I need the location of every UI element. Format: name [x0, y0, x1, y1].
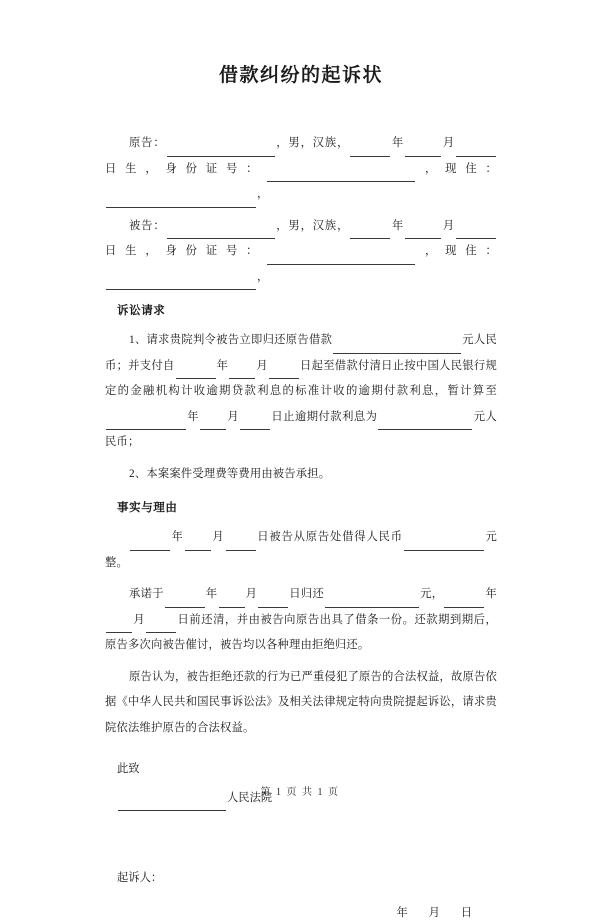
facts-month-label: 月 — [211, 531, 225, 543]
plaintiff-paragraph — [105, 131, 497, 208]
defendant-end-punct: ， — [257, 270, 269, 283]
plaintiff-birth-day-blank[interactable] — [456, 144, 496, 157]
facts-clear-month-blank[interactable] — [106, 620, 132, 633]
plaintiff-address-label: 现住： — [445, 162, 497, 175]
claim-1-month-label: 月 — [256, 359, 268, 372]
claim-1-end-day-blank[interactable] — [240, 417, 270, 430]
defendant-paragraph — [105, 214, 497, 291]
plaintiff-day-id-label: 日生，身份证号： — [105, 162, 267, 175]
facts-year-label-3: 年 — [485, 588, 498, 600]
signer-label: 起诉人： — [117, 872, 163, 884]
facts-section-heading: 事实与理由 — [117, 502, 178, 514]
claim-1-text-b: 元人民币；并支付自 — [105, 334, 497, 372]
page-title: 借款纠纷的起诉状 — [218, 65, 383, 86]
plaintiff-name-blank[interactable] — [167, 144, 275, 157]
plaintiff-id-number-blank[interactable] — [267, 169, 415, 182]
facts-paragraph-1 — [105, 525, 497, 576]
claims-section-heading: 诉讼请求 — [117, 305, 166, 317]
facts-loan-year-blank[interactable] — [130, 538, 170, 551]
defendant-day-id-label: 日生，身份证号： — [105, 245, 267, 257]
facts-repay-day-blank[interactable] — [258, 595, 288, 608]
facts-month-label-3: 月 — [133, 613, 146, 626]
closing-salutation: 此致 — [117, 763, 140, 775]
court-name-blank[interactable] — [118, 798, 226, 811]
plaintiff-role-label: 原告： — [129, 137, 166, 149]
facts-paragraph-2 — [105, 582, 497, 659]
court-suffix-label: 人民法院 — [227, 792, 273, 804]
claim-item-2: 2、本案案件受理费等费用由被告承担。 — [129, 467, 331, 480]
defendant-role-label: 被告： — [129, 219, 166, 232]
plaintiff-year-label: 年 — [391, 137, 405, 149]
facts-promise-label: 承诺于 — [129, 588, 164, 600]
facts-paragraph-3: 原告认为，被告拒绝还款的行为已严重侵犯了原告的合法权益，故原告依据《中华人民共和国民事诉讼法》及相关法律规定特向贵院提起诉讼，请求贵院依法维护原告的合法权益。 — [105, 670, 497, 734]
facts-loan-amount-blank[interactable] — [404, 538, 484, 551]
claim-1-start-month-blank[interactable] — [229, 366, 255, 379]
plaintiff-address-blank[interactable] — [106, 195, 256, 208]
claim-1-text-a: 1、请求贵院判令被告立即归还原告借款 — [129, 334, 333, 346]
plaintiff-birth-year-blank[interactable] — [350, 144, 390, 157]
claim-1-year-label-2: 年 — [187, 410, 200, 423]
defendant-birth-month-blank[interactable] — [405, 226, 441, 239]
facts-year-label-2: 年 — [205, 588, 218, 600]
defendant-address-blank[interactable] — [106, 277, 256, 290]
facts-loan-day-blank[interactable] — [226, 538, 256, 551]
claim-1-principal-blank[interactable] — [333, 341, 461, 354]
defendant-address-label: 现住： — [445, 245, 497, 257]
facts-text-d: 元， — [420, 588, 444, 600]
claim-1-interest-blank[interactable] — [378, 417, 472, 430]
facts-month-label-2: 月 — [245, 588, 258, 600]
defendant-month-label: 月 — [442, 219, 455, 232]
claim-1-end-month-blank[interactable] — [200, 417, 226, 430]
claim-item-1 — [105, 328, 497, 456]
plaintiff-month-label: 月 — [442, 137, 455, 149]
facts-repay-amount-blank[interactable] — [325, 595, 419, 608]
facts-text-b: 元整。 — [105, 531, 497, 569]
claim-1-month-label-2: 月 — [227, 410, 240, 423]
defendant-birth-day-blank[interactable] — [456, 226, 496, 239]
defendant-name-blank[interactable] — [167, 226, 275, 239]
claim-1-end-year-blank[interactable] — [106, 417, 186, 430]
claim-1-start-year-blank[interactable] — [176, 366, 216, 379]
facts-text-a: 日被告从原告处借得人民币 — [256, 531, 403, 543]
claim-1-text-c: 日起至借款付清日止按中国人民银行规定的金融机构计收逾期贷款利息的标准计收的逾期付款利息，暂计算至 — [105, 359, 497, 397]
facts-repay-month-blank[interactable] — [219, 595, 245, 608]
facts-text-c: 日归还 — [289, 588, 325, 600]
facts-loan-month-blank[interactable] — [185, 538, 211, 551]
facts-repay-year-blank[interactable] — [165, 595, 205, 608]
facts-year-label: 年 — [171, 531, 184, 543]
facts-clear-year-blank[interactable] — [444, 595, 484, 608]
facts-text-e: 日前还清，并由被告向原告出具了借条一份。还款期到期后，原告多次向被告催讨，被告均以各种理由拒绝归还。 — [105, 613, 498, 651]
plaintiff-sex-ethnicity-label: ，男，汉族， — [275, 137, 350, 149]
defendant-year-label: 年 — [391, 219, 405, 232]
plaintiff-comma: ， — [416, 162, 446, 175]
plaintiff-birth-month-blank[interactable] — [405, 144, 441, 157]
facts-clear-day-blank[interactable] — [146, 620, 176, 633]
claim-1-text-e: 元人民币； — [105, 410, 497, 448]
defendant-birth-year-blank[interactable] — [350, 226, 390, 239]
claim-1-start-day-blank[interactable] — [269, 366, 299, 379]
defendant-sex-ethnicity-label: ，男，汉族， — [275, 219, 350, 232]
page-footer: 第 1 页 共 1 页 — [260, 787, 340, 798]
claim-1-year-label: 年 — [216, 359, 229, 372]
plaintiff-end-punct: ， — [257, 188, 269, 200]
defendant-id-number-blank[interactable] — [267, 252, 415, 265]
signature-date-line: 年 月 日 — [396, 907, 481, 919]
claim-1-text-d: 日止逾期付款利息为 — [271, 410, 378, 423]
defendant-comma: ， — [416, 245, 446, 257]
